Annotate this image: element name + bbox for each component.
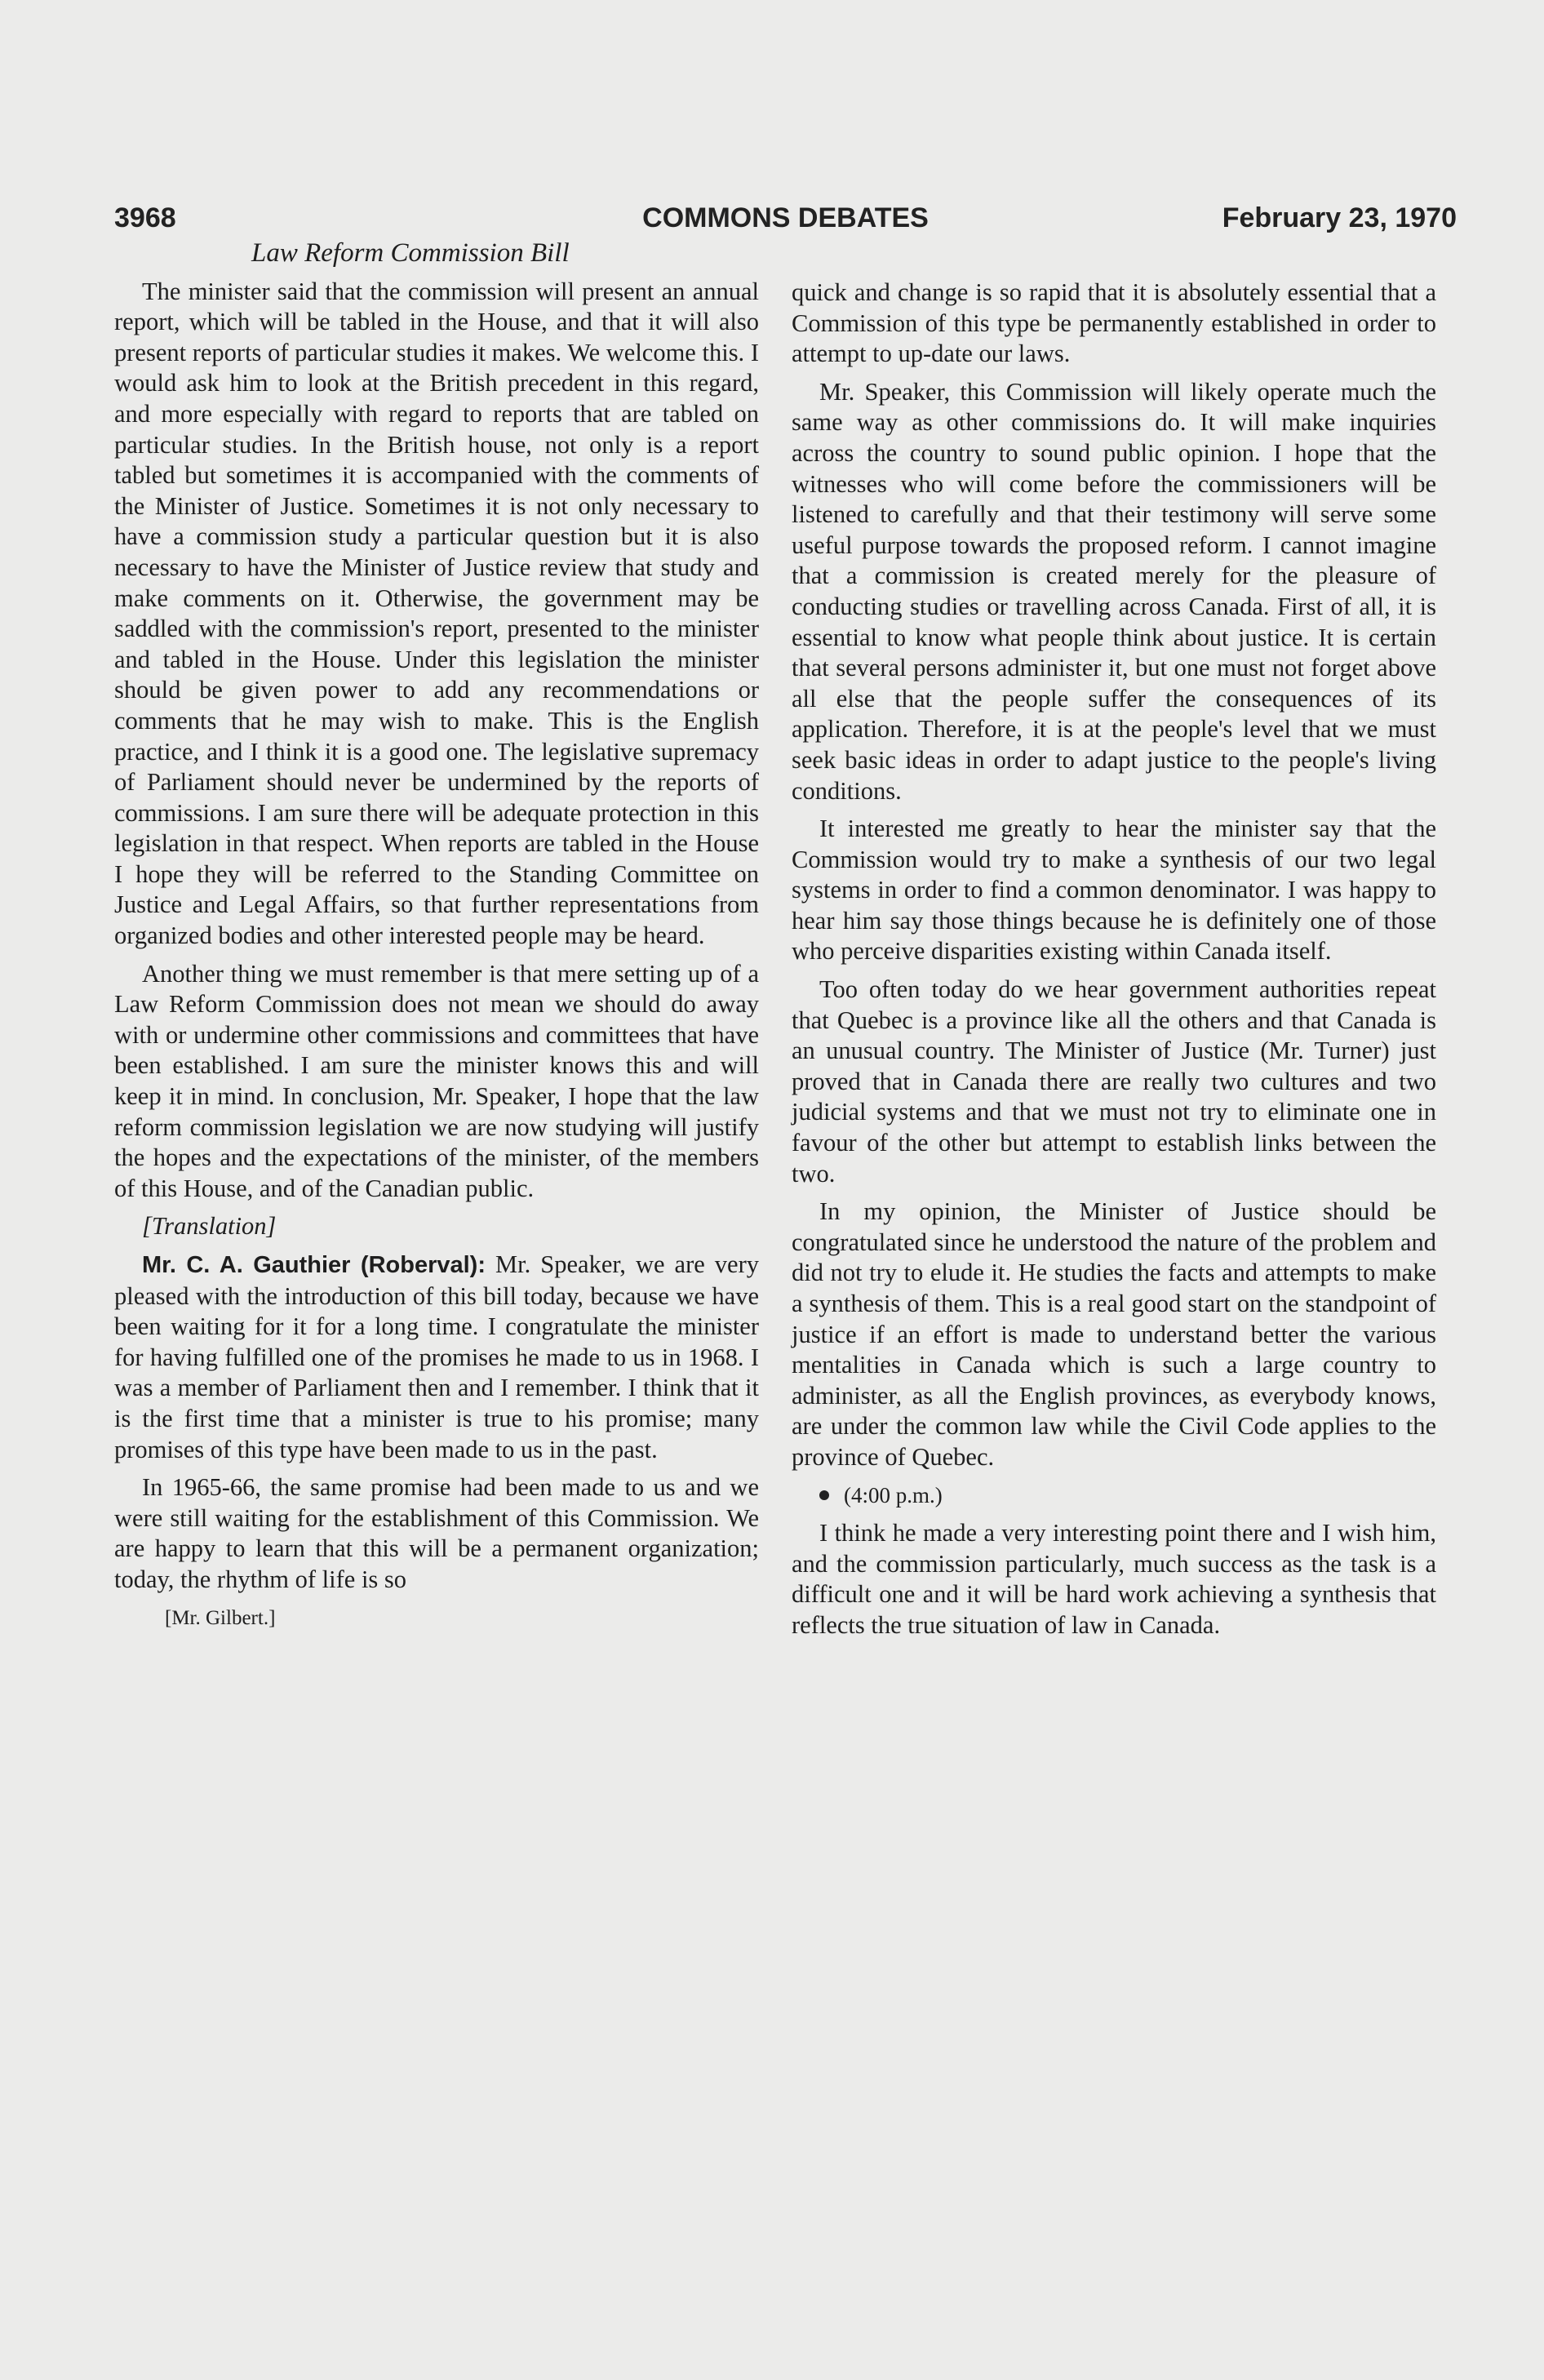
speaker-text: Mr. Speaker, we are very pleased with the introduction of this bill today, because we have been waiting for it for a long time. I congratulate the minister for having fulfilled one of the promises he made to us in 1968. I was a member of Parliament then and I remember. I think that it is the first time that a minister is true to his promise; many promises of this type have been made to us in the past. — [114, 1250, 759, 1463]
bullet-icon — [819, 1490, 829, 1500]
paragraph: In 1965-66, the same promise had been made to us and we were still waiting for the establishment of this Commission. We are happy to learn that this will be a permanent organization; today, the rhythm of life is so — [114, 1473, 759, 1593]
page-number: 3968 — [114, 202, 176, 233]
page-header — [114, 202, 1457, 235]
translation-note: [Translation] — [142, 1212, 277, 1241]
paragraph: Too often today do we hear government authorities repeat that Quebec is a province like all the others and that Canada is an unusual country. The Minister of Justice (Mr. Turner) just proved that in Canada there are really two cultures and two judicial systems and that we must not try to eliminate one in favour of the other but attempt to establish links between the two. — [792, 975, 1436, 1188]
paragraph: I think he made a very interesting point there and I wish him, and the commission particularly, much success as the task is a difficult one and it will be hard work achieving a synthesis that reflects the true situation of law in Canada. — [792, 1519, 1436, 1639]
attribution: [Mr. Gilbert.] — [165, 1606, 276, 1629]
paragraph: The minister said that the commission will present an annual report, which will be tabled in the House, and that it will also present reports of particular studies it makes. We welcome this. I would ask him to look at the British precedent in this regard, and more especially with regard to reports that are tabled on particular studies. In the British house, not only is a report tabled but sometimes it is accompanied with the comments of the Minister of Justice. Sometimes it is not only necessary to have a commission study a particular question but it is also necessary to have the Minister of Justice review that study and make comments on it. Otherwise, the government may be saddled with the commission's report, presented to the minister and tabled in the House. Under this legislation the minister should be given power to add any recommendations or comments that he may wish to make. This is the English practice, and I think it is a good one. The legislative supremacy of Parliament should never be undermined by the reports of commissions. I am sure there will be adequate protection in this legislation in that respect. When reports are tabled in the House I hope they will be referred to the Standing Committee on Justice and Legal Affairs, so that further representations from organized bodies and other interested people may be heard. — [114, 277, 759, 950]
speaker-name: Mr. C. A. Gauthier (Roberval): — [142, 1252, 486, 1278]
left-column — [114, 238, 759, 1641]
time-stamp — [792, 1481, 1436, 1512]
right-column — [792, 278, 1436, 1649]
page-date: February 23, 1970 — [1222, 202, 1457, 233]
publication-title: COMMONS DEBATES — [642, 202, 929, 233]
speaker-paragraph — [114, 1250, 759, 1465]
paragraph: Mr. Speaker, this Commission will likely operate much the same way as other commissions do. It will make inquiries across the country to sound public opinion. I hope that the witnesses who will come before the commissioners will be listened to carefully and that their testimony will serve some useful purpose towards the proposed reform. I cannot imagine that a commission is created merely for the pleasure of conducting studies or travelling across Canada. First of all, it is essential to know what people think about justice. It is certain that several persons administer it, but one must not forget above all else that the people suffer the consequences of its application. Therefore, it is at the people's level that we must seek basic ideas in order to adapt justice to the people's living conditions. — [792, 377, 1436, 805]
time-stamp-text: (4:00 p.m.) — [844, 1482, 943, 1507]
section-title: Law Reform Commission Bill — [251, 238, 570, 268]
paragraph: quick and change is so rapid that it is absolutely essential that a Commission of this type be permanently established in order to attempt to up-date our laws. — [792, 278, 1436, 368]
paragraph: Another thing we must remember is that mere setting up of a Law Reform Commission does not mean we should do away with or undermine other commissions and committees that have been established. I am sure the minister knows this and will keep it in mind. In conclusion, Mr. Speaker, I hope that the law reform commission legislation we are now studying will justify the hopes and the expectations of the minister, of the members of this House, and of the Canadian public. — [114, 959, 759, 1202]
paragraph: In my opinion, the Minister of Justice should be congratulated since he understood the nature of the problem and did not try to elude it. He studies the facts and attempts to make a synthesis of them. This is a real good start on the standpoint of justice if an effort is made to understand better the various mentalities in Canada which is such a large country to administer, as all the English provinces, as everybody knows, are under the common law while the Civil Code applies to the province of Quebec. — [792, 1197, 1436, 1471]
paragraph: It interested me greatly to hear the minister say that the Commission would try to make a synthesis of our two legal systems in order to find a common denominator. I was happy to hear him say those things because he is definitely one of those who perceive disparities existing within Canada itself. — [792, 815, 1436, 966]
